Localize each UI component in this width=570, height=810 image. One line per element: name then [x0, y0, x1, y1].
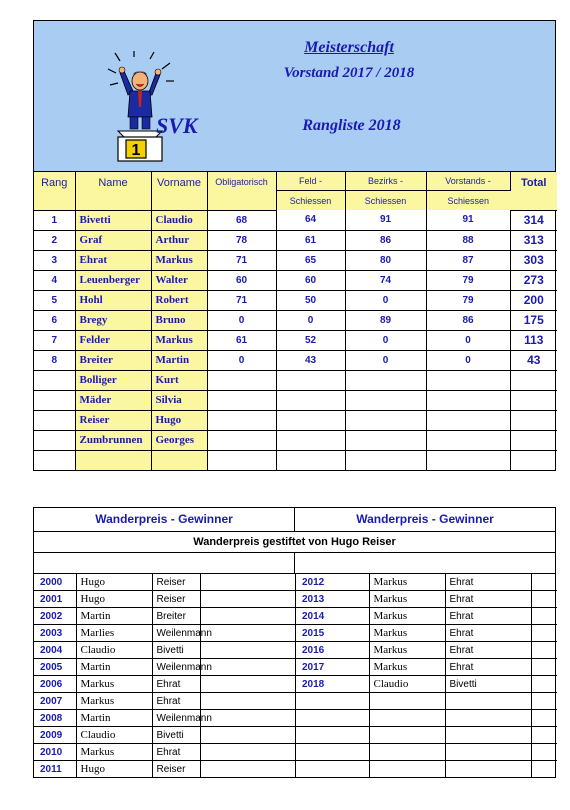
cell-name: Hohl [75, 290, 151, 310]
cell-rang [34, 430, 75, 450]
winner-podium-logo [106, 51, 176, 163]
cell-vorname: Hugo [151, 410, 207, 430]
cell-total [510, 370, 557, 390]
cell-feld: 43 [276, 350, 345, 370]
col-header-feld: Feld - [276, 172, 345, 191]
winner-first-name: Hugo [76, 574, 152, 591]
cell-vorstand [426, 430, 510, 450]
winner-first-name [369, 693, 445, 710]
cell-total [510, 410, 557, 430]
winner-first-name: Markus [76, 693, 152, 710]
cell-bezirk: 0 [345, 330, 426, 350]
winner-row [34, 693, 295, 710]
col-header-bezirk: Bezirks - [345, 172, 426, 191]
cell-obligatorisch [207, 410, 276, 430]
club-name: SVK [156, 113, 198, 138]
cell-bezirk [345, 430, 426, 450]
table-row [34, 330, 557, 350]
cell-name: Bivetti [75, 210, 151, 230]
winner-row [34, 727, 295, 744]
winner-last-name: Ehrat [445, 625, 531, 642]
winner-extra-cell [200, 693, 295, 710]
cell-vorname [151, 450, 207, 470]
cell-total [510, 450, 557, 470]
cell-bezirk [345, 450, 426, 470]
winner-extra-cell [200, 710, 295, 727]
cell-feld [276, 430, 345, 450]
winner-extra-cell [200, 591, 295, 608]
winner-year: 2001 [34, 591, 76, 608]
winner-last-name: Ehrat [152, 744, 200, 761]
cell-bezirk: 89 [345, 310, 426, 330]
winner-year [296, 710, 369, 727]
table-row [34, 250, 557, 270]
winner-last-name [445, 727, 531, 744]
winner-first-name: Markus [369, 574, 445, 591]
ranking-table [34, 172, 557, 470]
cell-name: Breiter [75, 350, 151, 370]
table-row [34, 270, 557, 290]
cell-total: 175 [510, 310, 557, 330]
winner-first-name: Marlies [76, 625, 152, 642]
cell-name: Mäder [75, 390, 151, 410]
page-title: Meisterschaft [304, 39, 394, 56]
col-header-vorstand-2: Schiessen [426, 191, 510, 211]
cell-name: Bregy [75, 310, 151, 330]
winner-first-name: Claudio [369, 676, 445, 693]
winner-first-name [369, 761, 445, 778]
winner-row [296, 710, 557, 727]
winner-extra-cell [531, 727, 557, 744]
winner-row [296, 642, 557, 659]
winner-row [296, 659, 557, 676]
cell-rang: 3 [34, 250, 75, 270]
cell-bezirk: 74 [345, 270, 426, 290]
winner-year: 2002 [34, 608, 76, 625]
winner-first-name: Markus [369, 608, 445, 625]
wanderpreis-heading-right: Wanderpreis - Gewinner [356, 512, 494, 526]
cell-feld: 50 [276, 290, 345, 310]
table-row [34, 450, 557, 470]
cell-feld [276, 370, 345, 390]
table-row [34, 290, 557, 310]
cell-vorname: Kurt [151, 370, 207, 390]
winner-year: 2007 [34, 693, 76, 710]
winner-year: 2000 [34, 574, 76, 591]
table-row [34, 310, 557, 330]
table-row [34, 350, 557, 370]
winner-first-name: Hugo [76, 591, 152, 608]
cell-rang: 2 [34, 230, 75, 250]
winner-row [34, 574, 295, 591]
winner-extra-cell [200, 676, 295, 693]
winner-extra-cell [200, 744, 295, 761]
cell-name: Bolliger [75, 370, 151, 390]
winner-last-name: Bivetti [152, 642, 200, 659]
cell-obligatorisch: 0 [207, 350, 276, 370]
cell-feld [276, 390, 345, 410]
col-header-name: Name [75, 172, 151, 210]
ranking-sheet [33, 20, 556, 471]
winner-extra-cell [200, 625, 295, 642]
col-header-vorname: Vorname [151, 172, 207, 210]
winner-year: 2016 [296, 642, 369, 659]
wanderpreis-headings [34, 508, 555, 532]
cell-rang: 4 [34, 270, 75, 290]
cell-bezirk: 86 [345, 230, 426, 250]
winner-extra-cell [531, 659, 557, 676]
winner-year: 2010 [34, 744, 76, 761]
winner-year [296, 727, 369, 744]
winner-last-name: Ehrat [445, 642, 531, 659]
winner-year: 2015 [296, 625, 369, 642]
winners-table-left [34, 574, 295, 777]
cell-vorname: Walter [151, 270, 207, 290]
winner-first-name: Markus [369, 642, 445, 659]
cell-vorstand: 87 [426, 250, 510, 270]
winner-last-name: Ehrat [152, 693, 200, 710]
winner-row [296, 608, 557, 625]
cell-obligatorisch: 0 [207, 310, 276, 330]
cell-feld: 0 [276, 310, 345, 330]
cell-rang: 8 [34, 350, 75, 370]
winner-last-name: Weilenmann [152, 625, 200, 642]
winner-extra-cell [531, 591, 557, 608]
winner-row [296, 761, 557, 778]
winner-year: 2005 [34, 659, 76, 676]
winner-first-name: Claudio [76, 727, 152, 744]
winner-last-name: Reiser [152, 761, 200, 778]
cell-vorstand: 79 [426, 270, 510, 290]
winner-last-name: Ehrat [445, 659, 531, 676]
cell-bezirk [345, 410, 426, 430]
cell-feld: 52 [276, 330, 345, 350]
cell-rang [34, 370, 75, 390]
cell-feld: 65 [276, 250, 345, 270]
cell-rang: 7 [34, 330, 75, 350]
cell-feld [276, 410, 345, 430]
cell-bezirk: 0 [345, 290, 426, 310]
cell-bezirk [345, 390, 426, 410]
cell-total [510, 390, 557, 410]
wanderpreis-heading-left: Wanderpreis - Gewinner [34, 508, 295, 531]
winner-extra-cell [531, 608, 557, 625]
winner-last-name: Ehrat [445, 574, 531, 591]
winner-last-name: Ehrat [445, 591, 531, 608]
winner-row [296, 625, 557, 642]
cell-obligatorisch [207, 370, 276, 390]
winner-extra-cell [200, 574, 295, 591]
cell-rang [34, 390, 75, 410]
cell-obligatorisch [207, 430, 276, 450]
winner-row [296, 727, 557, 744]
cell-bezirk: 80 [345, 250, 426, 270]
winner-year: 2012 [296, 574, 369, 591]
cell-vorstand: 86 [426, 310, 510, 330]
winner-extra-cell [200, 659, 295, 676]
winner-row [296, 574, 557, 591]
winner-row [34, 676, 295, 693]
cell-vorname: Robert [151, 290, 207, 310]
cell-vorstand: 91 [426, 210, 510, 230]
cell-vorname: Markus [151, 250, 207, 270]
header-banner [34, 21, 555, 172]
winner-year: 2009 [34, 727, 76, 744]
winner-last-name [445, 744, 531, 761]
col-header-feld-2: Schiessen [276, 191, 345, 211]
table-row [34, 390, 557, 410]
cell-obligatorisch [207, 450, 276, 470]
winner-last-name: Breiter [152, 608, 200, 625]
winner-year: 2006 [34, 676, 76, 693]
winner-extra-cell [531, 761, 557, 778]
winner-last-name: Bivetti [152, 727, 200, 744]
table-header-row [34, 172, 557, 191]
wanderpreis-column-right [296, 574, 557, 777]
winner-year: 2013 [296, 591, 369, 608]
cell-name: Ehrat [75, 250, 151, 270]
cell-bezirk [345, 370, 426, 390]
cell-vorname: Markus [151, 330, 207, 350]
cell-feld [276, 450, 345, 470]
winner-extra-cell [200, 727, 295, 744]
col-header-rang: Rang [34, 172, 75, 210]
winner-year: 2011 [40, 763, 62, 775]
col-header-bezirk-2: Schiessen [345, 191, 426, 211]
winner-row [296, 591, 557, 608]
winners-table-right [296, 574, 557, 777]
winner-first-name [369, 710, 445, 727]
cell-name: Zumbrunnen [75, 430, 151, 450]
cell-name: Graf [75, 230, 151, 250]
cell-obligatorisch: 60 [207, 270, 276, 290]
winner-first-name: Martin [76, 608, 152, 625]
winner-extra-cell [531, 744, 557, 761]
winner-first-name: Markus [369, 659, 445, 676]
winner-year [296, 693, 369, 710]
cell-feld: 60 [276, 270, 345, 290]
winner-extra-cell [200, 608, 295, 625]
cell-rang: 6 [34, 310, 75, 330]
cell-obligatorisch [207, 390, 276, 410]
cell-rang: 1 [34, 210, 75, 230]
winner-last-name [445, 710, 531, 727]
cell-vorstand [426, 450, 510, 470]
cell-total: 113 [510, 330, 557, 350]
ranking-title: Rangliste 2018 [302, 117, 401, 134]
cell-vorname: Claudio [151, 210, 207, 230]
winner-first-name: Martin [76, 710, 152, 727]
cell-obligatorisch: 71 [207, 290, 276, 310]
cell-bezirk: 91 [345, 210, 426, 230]
cell-rang: 5 [34, 290, 75, 310]
winner-first-name: Claudio [76, 642, 152, 659]
winner-row [296, 744, 557, 761]
cell-rang [34, 450, 75, 470]
winner-year: 2008 [34, 710, 76, 727]
cell-total: 273 [510, 270, 557, 290]
winner-first-name: Hugo [76, 761, 152, 778]
winner-extra-cell [531, 625, 557, 642]
cell-vorname: Georges [151, 430, 207, 450]
winner-last-name: Weilenmann [152, 710, 200, 727]
winner-year: 2014 [296, 608, 369, 625]
cell-obligatorisch: 61 [207, 330, 276, 350]
cell-total: 313 [510, 230, 557, 250]
winner-row [34, 591, 295, 608]
winner-row [296, 693, 557, 710]
table-row [34, 410, 557, 430]
cell-total [510, 430, 557, 450]
cell-vorstand [426, 410, 510, 430]
winner-extra-cell [531, 642, 557, 659]
cell-rang [34, 410, 75, 430]
table-row [34, 430, 557, 450]
table-row [34, 230, 557, 250]
winner-row [34, 744, 295, 761]
cell-name: Felder [75, 330, 151, 350]
cell-vorname: Bruno [151, 310, 207, 330]
cell-total: 43 [510, 350, 557, 370]
cell-feld: 61 [276, 230, 345, 250]
winner-last-name: Bivetti [445, 676, 531, 693]
cell-obligatorisch: 71 [207, 250, 276, 270]
winner-first-name: Martin [76, 659, 152, 676]
winner-extra-cell [200, 761, 295, 778]
winner-first-name: Markus [76, 676, 152, 693]
cell-bezirk: 0 [345, 350, 426, 370]
winner-row [34, 642, 295, 659]
cell-name: Leuenberger [75, 270, 151, 290]
winner-last-name: Ehrat [152, 676, 200, 693]
cell-vorname: Martin [151, 350, 207, 370]
cell-obligatorisch: 78 [207, 230, 276, 250]
winner-row [34, 608, 295, 625]
cell-vorstand [426, 370, 510, 390]
table-row [34, 370, 557, 390]
winner-extra-cell [531, 693, 557, 710]
cell-obligatorisch: 68 [207, 210, 276, 230]
winner-last-name: Reiser [152, 591, 200, 608]
cell-vorname: Silvia [151, 390, 207, 410]
cell-name: Reiser [75, 410, 151, 430]
col-header-total: Total [510, 172, 557, 210]
cell-vorstand [426, 390, 510, 410]
cell-total: 303 [510, 250, 557, 270]
winner-last-name [445, 761, 531, 778]
winner-last-name: Ehrat [445, 608, 531, 625]
winner-year [296, 744, 369, 761]
winner-row [34, 761, 295, 778]
wanderpreis-spacer-row [34, 553, 555, 574]
wanderpreis-sponsor: Wanderpreis gestiftet von Hugo Reiser [34, 532, 555, 553]
page-subtitle: Vorstand 2017 / 2018 [283, 65, 415, 81]
winner-year: 2004 [34, 642, 76, 659]
winner-last-name: Reiser [152, 574, 200, 591]
cell-vorstand: 0 [426, 330, 510, 350]
cell-vorname: Arthur [151, 230, 207, 250]
cell-vorstand: 79 [426, 290, 510, 310]
winner-extra-cell [531, 676, 557, 693]
winner-year: 2003 [34, 625, 76, 642]
winner-last-name [445, 693, 531, 710]
cell-total: 200 [510, 290, 557, 310]
winner-row [34, 710, 295, 727]
table-row [34, 210, 557, 230]
winner-row [296, 676, 557, 693]
wanderpreis-grid [34, 574, 555, 777]
winner-year: 2017 [296, 659, 369, 676]
winner-extra-cell [200, 642, 295, 659]
winner-row [34, 625, 295, 642]
col-header-obligatorisch: Obligatorisch [207, 172, 276, 210]
winner-first-name [369, 727, 445, 744]
winner-first-name: Markus [76, 744, 152, 761]
winner-last-name: Weilenmann [152, 659, 200, 676]
winner-extra-cell [531, 574, 557, 591]
wanderpreis-column-left [34, 574, 296, 777]
cell-name [75, 450, 151, 470]
winner-first-name [369, 744, 445, 761]
winner-year [296, 761, 369, 778]
cell-total: 314 [510, 210, 557, 230]
cell-vorstand: 88 [426, 230, 510, 250]
cell-vorstand: 0 [426, 350, 510, 370]
winner-first-name: Markus [369, 625, 445, 642]
col-header-vorstand: Vorstands - [426, 172, 510, 191]
wanderpreis-sheet [33, 507, 556, 778]
winner-extra-cell [531, 710, 557, 727]
cell-feld: 64 [276, 210, 345, 230]
winner-year: 2018 [296, 676, 369, 693]
winner-first-name: Markus [369, 591, 445, 608]
winner-row [34, 659, 295, 676]
svg-text:1: 1 [131, 142, 141, 159]
